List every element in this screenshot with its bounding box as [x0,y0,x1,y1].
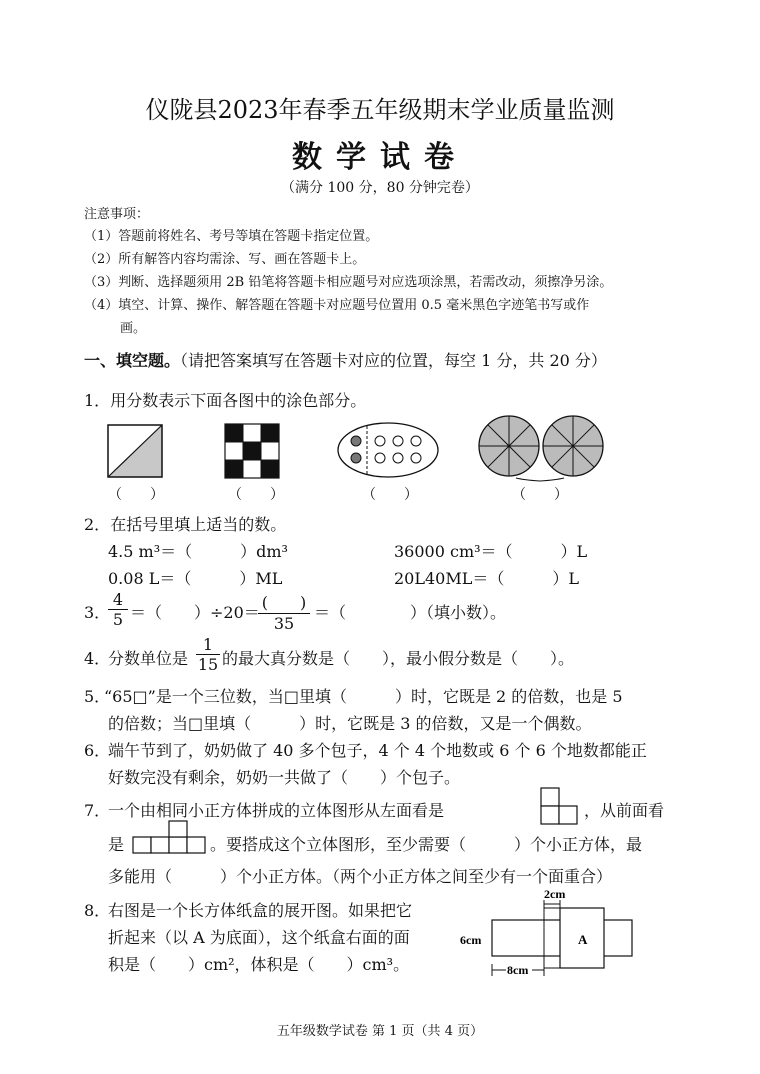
q4-post: 的最大真分数是（ ），最小假分数是（ ）。 [222,649,575,668]
note-item: （2）所有解答内容均需涂、写、画在答题卡上。 [84,252,366,267]
question-number: 1． [84,391,111,410]
fraction [108,590,128,629]
q2-item: 4.5 m³＝（ ）dm³ [108,542,288,561]
question-text: 在括号里填上适当的数。 [110,515,287,534]
fraction-denominator: 35 [258,613,310,633]
figure-ellipse-circles [336,420,440,480]
figure-square-half [106,423,164,479]
q7-line: 是 [108,835,125,854]
question-text: 用分数表示下面各图中的涂色部分。 [110,391,367,410]
question-number: 6． [84,741,111,760]
q2-item: 20L40ML＝（ ）L [394,569,579,588]
fraction-numerator: ( ) [261,593,307,612]
note-item: 画。 [120,321,147,336]
figure-two-pies [476,414,606,484]
q8-line: 积是（ ）cm²，体积是（ ）cm³。 [108,955,410,974]
note-item: （1）答题前将姓名、考号等填在答题卡指定位置。 [84,229,379,244]
page-footer: 五年级数学试卷 第 1 页（共 4 页） [276,1024,484,1039]
question-number: 5． [84,687,111,706]
q5-line: 的倍数；当□里填（ ）时，它既是 3 的倍数，又是一个偶数。 [108,714,592,733]
fraction-numerator: 1 [202,635,214,654]
q8-line: 右图是一个长方体纸盒的展开图。如果把它 [108,901,413,920]
figure-checker-grid [224,423,280,479]
front-view-figure [132,820,208,854]
q2-item: 36000 cm³＝（ ）L [394,542,588,561]
q7-line: ，从前面看 [584,801,665,820]
fraction-numerator: 4 [112,590,124,609]
q3-middle: ＝（ ）÷20＝ [130,603,260,622]
note-item: （4）填空、计算、操作、解答题在答题卡对应题号位置用 0.5 毫米黑色字迹笔书写或作 [84,298,590,313]
question-2 [84,512,286,535]
q7-line: 。要搭成这个立体图形，至少需要（ ）个小正方体，最 [210,835,643,854]
fraction-denominator: 15 [197,655,219,674]
score-info: （满分 100 分，80 分钟完卷） [281,180,479,196]
fraction [258,590,310,633]
fraction [196,635,220,674]
answer-blank: （ ） [108,487,164,503]
q2-item: 0.08 L＝（ ）ML [108,569,283,588]
q4-pre: 分数单位是 [108,649,189,668]
fraction-denominator: 5 [108,609,128,629]
label-2cm: 2cm [544,887,566,901]
q8-line: 折起来（以 A 为底面），这个纸盒右面的面 [108,928,410,947]
q7-line: 多能用（ ）个小正方体。（两个小正方体之间至少有一个面重合） [108,867,613,886]
label-8cm: 8cm [507,963,529,977]
answer-blank: （ ） [512,487,568,503]
section-label: 一、填空题。 [84,351,181,370]
exam-title: 仪陇县2023年春季五年级期末学业质量监测 [145,96,615,124]
label-6cm: 6cm [460,933,482,947]
question-1 [84,388,366,411]
answer-blank: （ ） [362,487,418,503]
question-number: 4． [84,649,111,668]
question-number: 7． [84,801,111,820]
answer-blank: （ ） [228,487,284,503]
question-number: 2． [84,515,111,534]
box-net-figure [456,884,666,982]
note-item: （3）判断、选择题须用 2B 铅笔将答题卡相应题号对应选项涂黑，若需改动，须擦净另涂。 [84,275,613,290]
label-A: A [578,932,588,947]
left-view-figure [540,787,580,825]
q7-line: 一个由相同小正方体拼成的立体图形从左面看是 [108,801,445,820]
q6-line: 好数完没有剩余，奶奶一共做了（ ）个包子。 [108,768,461,787]
notes-heading: 注意事项： [84,207,150,222]
q3-end: ＝（ ）（填小数）。 [314,603,507,622]
question-number: 3． [84,603,111,622]
q5-line: “65□”是一个三位数，当□里填（ ）时，它既是 2 的倍数，也是 5 [104,687,623,706]
section-heading [84,348,607,371]
q6-line: 端午节到了，奶奶做了 40 多个包子，4 个 4 个地数或 6 个 6 个地数都能正 [108,741,647,760]
exam-subtitle: 数学试卷 [292,140,468,175]
question-number: 8． [84,901,111,920]
section-desc: （请把答案填写在答题卡对应的位置，每空 1 分，共 20 分） [180,351,607,370]
